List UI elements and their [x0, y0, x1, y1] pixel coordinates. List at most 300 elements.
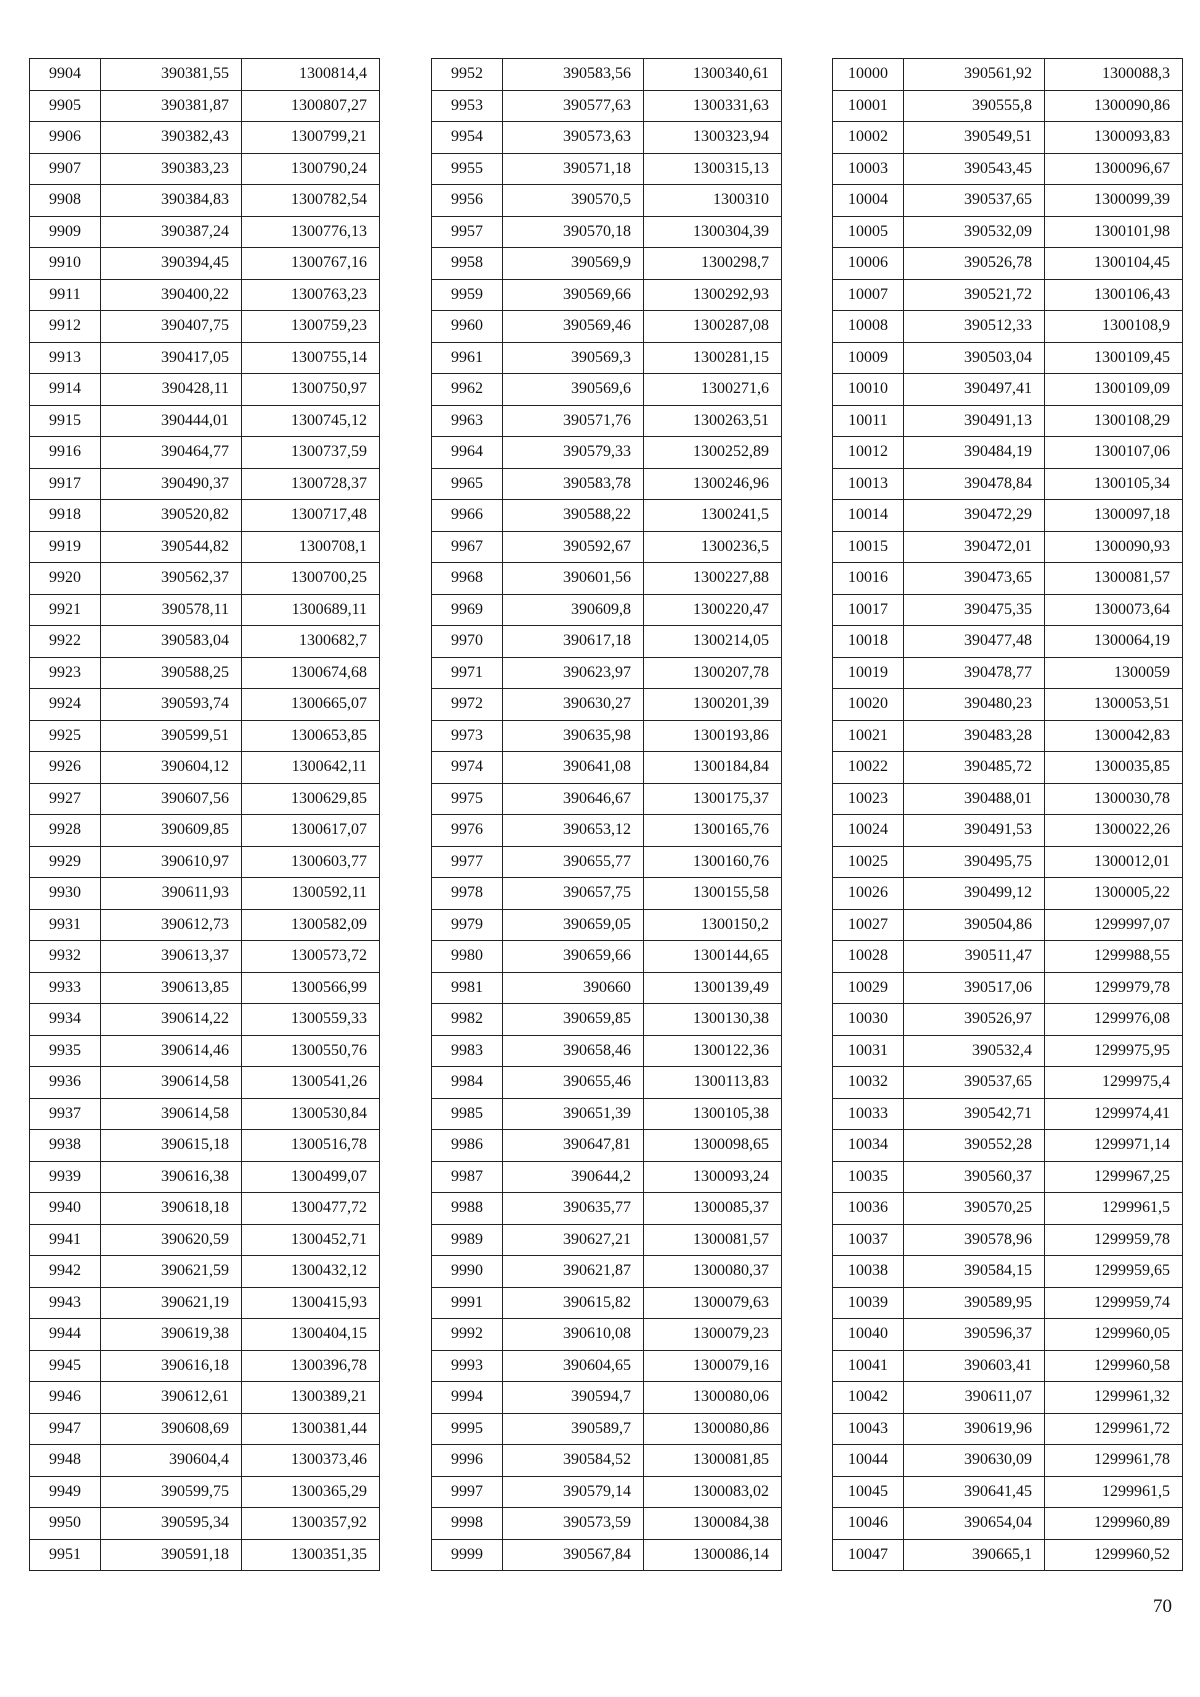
x-coordinate-cell: 390473,65 — [904, 563, 1045, 595]
table-row — [833, 374, 1183, 406]
y-coordinate-cell: 1300814,4 — [242, 59, 380, 91]
x-coordinate-cell: 390614,58 — [101, 1067, 242, 1099]
table-row — [30, 752, 380, 784]
point-number-cell: 9908 — [30, 185, 101, 217]
point-number-cell: 9989 — [432, 1224, 503, 1256]
x-coordinate-cell: 390615,82 — [503, 1287, 644, 1319]
x-coordinate-cell: 390647,81 — [503, 1130, 644, 1162]
y-coordinate-cell: 1300084,38 — [644, 1508, 782, 1540]
point-number-cell: 9949 — [30, 1476, 101, 1508]
y-coordinate-cell: 1300241,5 — [644, 500, 782, 532]
point-number-cell: 9912 — [30, 311, 101, 343]
y-coordinate-cell: 1300252,89 — [644, 437, 782, 469]
x-coordinate-cell: 390658,46 — [503, 1035, 644, 1067]
x-coordinate-cell: 390543,45 — [904, 153, 1045, 185]
point-number-cell: 9964 — [432, 437, 503, 469]
table-row — [30, 1256, 380, 1288]
table-row — [30, 846, 380, 878]
point-number-cell: 9942 — [30, 1256, 101, 1288]
y-coordinate-cell: 1299988,55 — [1045, 941, 1183, 973]
y-coordinate-cell: 1300315,13 — [644, 153, 782, 185]
x-coordinate-cell: 390655,46 — [503, 1067, 644, 1099]
x-coordinate-cell: 390417,05 — [101, 342, 242, 374]
point-number-cell: 10016 — [833, 563, 904, 595]
table-row — [833, 878, 1183, 910]
x-coordinate-cell: 390491,53 — [904, 815, 1045, 847]
point-number-cell: 10000 — [833, 59, 904, 91]
point-number-cell: 10028 — [833, 941, 904, 973]
y-coordinate-cell: 1300214,05 — [644, 626, 782, 658]
x-coordinate-cell: 390537,65 — [904, 1067, 1045, 1099]
y-coordinate-cell: 1300776,13 — [242, 216, 380, 248]
point-number-cell: 9920 — [30, 563, 101, 595]
table-row — [432, 279, 782, 311]
y-coordinate-cell: 1299960,58 — [1045, 1350, 1183, 1382]
y-coordinate-cell: 1300477,72 — [242, 1193, 380, 1225]
point-number-cell: 9926 — [30, 752, 101, 784]
point-number-cell: 10025 — [833, 846, 904, 878]
y-coordinate-cell: 1300404,15 — [242, 1319, 380, 1351]
table-row — [30, 1445, 380, 1477]
point-number-cell: 9976 — [432, 815, 503, 847]
table-row — [432, 405, 782, 437]
y-coordinate-cell: 1300415,93 — [242, 1287, 380, 1319]
table-row — [833, 594, 1183, 626]
y-coordinate-cell: 1300098,65 — [644, 1130, 782, 1162]
table-row — [833, 1413, 1183, 1445]
y-coordinate-cell: 1300287,08 — [644, 311, 782, 343]
point-number-cell: 9977 — [432, 846, 503, 878]
table-row — [833, 815, 1183, 847]
point-number-cell: 9972 — [432, 689, 503, 721]
table-row — [833, 1256, 1183, 1288]
y-coordinate-cell: 1300109,09 — [1045, 374, 1183, 406]
point-number-cell: 9988 — [432, 1193, 503, 1225]
table-row — [432, 1445, 782, 1477]
table-row — [833, 783, 1183, 815]
y-coordinate-cell: 1300541,26 — [242, 1067, 380, 1099]
table-row — [432, 594, 782, 626]
point-number-cell: 9990 — [432, 1256, 503, 1288]
table-row — [432, 626, 782, 658]
table-row — [432, 1004, 782, 1036]
point-number-cell: 9997 — [432, 1476, 503, 1508]
x-coordinate-cell: 390604,65 — [503, 1350, 644, 1382]
y-coordinate-cell: 1300101,98 — [1045, 216, 1183, 248]
table-row — [833, 1445, 1183, 1477]
table-row — [30, 531, 380, 563]
y-coordinate-cell: 1300737,59 — [242, 437, 380, 469]
table-row — [432, 1224, 782, 1256]
x-coordinate-cell: 390503,04 — [904, 342, 1045, 374]
x-coordinate-cell: 390488,01 — [904, 783, 1045, 815]
table-row — [432, 1382, 782, 1414]
table-row — [30, 1098, 380, 1130]
x-coordinate-cell: 390569,3 — [503, 342, 644, 374]
x-coordinate-cell: 390384,83 — [101, 185, 242, 217]
y-coordinate-cell: 1299961,72 — [1045, 1413, 1183, 1445]
y-coordinate-cell: 1300080,37 — [644, 1256, 782, 1288]
point-number-cell: 9960 — [432, 311, 503, 343]
table-row — [833, 311, 1183, 343]
point-number-cell: 9981 — [432, 972, 503, 1004]
point-number-cell: 9962 — [432, 374, 503, 406]
x-coordinate-cell: 390603,41 — [904, 1350, 1045, 1382]
table-row — [30, 657, 380, 689]
table-row — [432, 657, 782, 689]
x-coordinate-cell: 390630,27 — [503, 689, 644, 721]
point-number-cell: 10047 — [833, 1539, 904, 1571]
y-coordinate-cell: 1299959,74 — [1045, 1287, 1183, 1319]
y-coordinate-cell: 1300750,97 — [242, 374, 380, 406]
point-number-cell: 9961 — [432, 342, 503, 374]
y-coordinate-cell: 1300292,93 — [644, 279, 782, 311]
table-row — [30, 972, 380, 1004]
table-row — [432, 311, 782, 343]
coordinate-table-body — [432, 59, 782, 1571]
point-number-cell: 10040 — [833, 1319, 904, 1351]
table-row — [833, 1224, 1183, 1256]
table-row — [833, 657, 1183, 689]
point-number-cell: 9910 — [30, 248, 101, 280]
y-coordinate-cell: 1300090,86 — [1045, 90, 1183, 122]
y-coordinate-cell: 1299975,95 — [1045, 1035, 1183, 1067]
y-coordinate-cell: 1300088,3 — [1045, 59, 1183, 91]
y-coordinate-cell: 1300079,63 — [644, 1287, 782, 1319]
x-coordinate-cell: 390383,23 — [101, 153, 242, 185]
point-number-cell: 10001 — [833, 90, 904, 122]
y-coordinate-cell: 1300090,93 — [1045, 531, 1183, 563]
point-number-cell: 9925 — [30, 720, 101, 752]
point-number-cell: 9984 — [432, 1067, 503, 1099]
point-number-cell: 10019 — [833, 657, 904, 689]
x-coordinate-cell: 390472,29 — [904, 500, 1045, 532]
x-coordinate-cell: 390599,51 — [101, 720, 242, 752]
y-coordinate-cell: 1300108,9 — [1045, 311, 1183, 343]
y-coordinate-cell: 1300807,27 — [242, 90, 380, 122]
table-row — [833, 1382, 1183, 1414]
table-row — [833, 185, 1183, 217]
point-number-cell: 9982 — [432, 1004, 503, 1036]
x-coordinate-cell: 390613,85 — [101, 972, 242, 1004]
y-coordinate-cell: 1299960,05 — [1045, 1319, 1183, 1351]
y-coordinate-cell: 1299959,65 — [1045, 1256, 1183, 1288]
table-row — [30, 90, 380, 122]
x-coordinate-cell: 390619,96 — [904, 1413, 1045, 1445]
y-coordinate-cell: 1300109,45 — [1045, 342, 1183, 374]
table-row — [833, 59, 1183, 91]
table-row — [432, 1098, 782, 1130]
y-coordinate-cell: 1300122,36 — [644, 1035, 782, 1067]
x-coordinate-cell: 390594,7 — [503, 1382, 644, 1414]
table-row — [30, 909, 380, 941]
table-row — [833, 122, 1183, 154]
point-number-cell: 10030 — [833, 1004, 904, 1036]
table-row — [30, 1004, 380, 1036]
y-coordinate-cell: 1299974,41 — [1045, 1098, 1183, 1130]
table-row — [833, 1067, 1183, 1099]
point-number-cell: 9932 — [30, 941, 101, 973]
point-number-cell: 10008 — [833, 311, 904, 343]
x-coordinate-cell: 390526,78 — [904, 248, 1045, 280]
y-coordinate-cell: 1300165,76 — [644, 815, 782, 847]
point-number-cell: 9993 — [432, 1350, 503, 1382]
table-row — [432, 1067, 782, 1099]
y-coordinate-cell: 1300099,39 — [1045, 185, 1183, 217]
y-coordinate-cell: 1300093,24 — [644, 1161, 782, 1193]
point-number-cell: 9994 — [432, 1382, 503, 1414]
point-number-cell: 9929 — [30, 846, 101, 878]
x-coordinate-cell: 390428,11 — [101, 374, 242, 406]
point-number-cell: 10044 — [833, 1445, 904, 1477]
y-coordinate-cell: 1299961,5 — [1045, 1476, 1183, 1508]
table-row — [432, 468, 782, 500]
x-coordinate-cell: 390578,11 — [101, 594, 242, 626]
table-row — [30, 594, 380, 626]
point-number-cell: 10004 — [833, 185, 904, 217]
table-row — [432, 90, 782, 122]
point-number-cell: 9928 — [30, 815, 101, 847]
x-coordinate-cell: 390579,33 — [503, 437, 644, 469]
y-coordinate-cell: 1300059 — [1045, 657, 1183, 689]
y-coordinate-cell: 1300271,6 — [644, 374, 782, 406]
y-coordinate-cell: 1300689,11 — [242, 594, 380, 626]
point-number-cell: 10017 — [833, 594, 904, 626]
x-coordinate-cell: 390478,84 — [904, 468, 1045, 500]
y-coordinate-cell: 1300782,54 — [242, 185, 380, 217]
table-row — [432, 563, 782, 595]
table-row — [833, 563, 1183, 595]
table-row — [833, 752, 1183, 784]
x-coordinate-cell: 390381,55 — [101, 59, 242, 91]
point-number-cell: 10022 — [833, 752, 904, 784]
point-number-cell: 9985 — [432, 1098, 503, 1130]
y-coordinate-cell: 1300665,07 — [242, 689, 380, 721]
point-number-cell: 9983 — [432, 1035, 503, 1067]
y-coordinate-cell: 1300175,37 — [644, 783, 782, 815]
coordinate-table-3 — [832, 58, 1183, 1571]
y-coordinate-cell: 1300728,37 — [242, 468, 380, 500]
x-coordinate-cell: 390497,41 — [904, 374, 1045, 406]
table-row — [432, 878, 782, 910]
x-coordinate-cell: 390512,33 — [904, 311, 1045, 343]
x-coordinate-cell: 390611,07 — [904, 1382, 1045, 1414]
y-coordinate-cell: 1299959,78 — [1045, 1224, 1183, 1256]
table-row — [432, 720, 782, 752]
y-coordinate-cell: 1300559,33 — [242, 1004, 380, 1036]
table-row — [30, 437, 380, 469]
table-row — [833, 1319, 1183, 1351]
x-coordinate-cell: 390621,19 — [101, 1287, 242, 1319]
point-number-cell: 9979 — [432, 909, 503, 941]
point-number-cell: 9969 — [432, 594, 503, 626]
table-row — [432, 1161, 782, 1193]
point-number-cell: 9957 — [432, 216, 503, 248]
point-number-cell: 10010 — [833, 374, 904, 406]
y-coordinate-cell: 1300079,23 — [644, 1319, 782, 1351]
point-number-cell: 9944 — [30, 1319, 101, 1351]
point-number-cell: 10005 — [833, 216, 904, 248]
point-number-cell: 9941 — [30, 1224, 101, 1256]
x-coordinate-cell: 390573,63 — [503, 122, 644, 154]
table-row — [432, 437, 782, 469]
point-number-cell: 10006 — [833, 248, 904, 280]
y-coordinate-cell: 1300193,86 — [644, 720, 782, 752]
y-coordinate-cell: 1300617,07 — [242, 815, 380, 847]
x-coordinate-cell: 390641,45 — [904, 1476, 1045, 1508]
table-row — [30, 1224, 380, 1256]
y-coordinate-cell: 1300755,14 — [242, 342, 380, 374]
table-row — [833, 468, 1183, 500]
x-coordinate-cell: 390579,14 — [503, 1476, 644, 1508]
table-row — [833, 1130, 1183, 1162]
x-coordinate-cell: 390604,4 — [101, 1445, 242, 1477]
y-coordinate-cell: 1300035,85 — [1045, 752, 1183, 784]
table-row — [432, 783, 782, 815]
y-coordinate-cell: 1299961,5 — [1045, 1193, 1183, 1225]
point-number-cell: 9946 — [30, 1382, 101, 1414]
point-number-cell: 9916 — [30, 437, 101, 469]
table-row — [833, 1508, 1183, 1540]
point-number-cell: 10015 — [833, 531, 904, 563]
y-coordinate-cell: 1300304,39 — [644, 216, 782, 248]
table-row — [30, 122, 380, 154]
table-row — [30, 185, 380, 217]
table-row — [30, 878, 380, 910]
y-coordinate-cell: 1300081,57 — [644, 1224, 782, 1256]
x-coordinate-cell: 390635,77 — [503, 1193, 644, 1225]
point-number-cell: 10013 — [833, 468, 904, 500]
x-coordinate-cell: 390614,22 — [101, 1004, 242, 1036]
point-number-cell: 9973 — [432, 720, 503, 752]
y-coordinate-cell: 1300079,16 — [644, 1350, 782, 1382]
table-row — [833, 720, 1183, 752]
x-coordinate-cell: 390621,87 — [503, 1256, 644, 1288]
y-coordinate-cell: 1300105,34 — [1045, 468, 1183, 500]
y-coordinate-cell: 1300674,68 — [242, 657, 380, 689]
y-coordinate-cell: 1300592,11 — [242, 878, 380, 910]
x-coordinate-cell: 390617,18 — [503, 626, 644, 658]
table-row — [30, 563, 380, 595]
table-row — [432, 752, 782, 784]
x-coordinate-cell: 390495,75 — [904, 846, 1045, 878]
point-number-cell: 10042 — [833, 1382, 904, 1414]
table-row — [432, 374, 782, 406]
table-row — [30, 153, 380, 185]
x-coordinate-cell: 390659,66 — [503, 941, 644, 973]
point-number-cell: 10014 — [833, 500, 904, 532]
x-coordinate-cell: 390567,84 — [503, 1539, 644, 1571]
y-coordinate-cell: 1300717,48 — [242, 500, 380, 532]
point-number-cell: 10002 — [833, 122, 904, 154]
x-coordinate-cell: 390542,71 — [904, 1098, 1045, 1130]
point-number-cell: 9970 — [432, 626, 503, 658]
x-coordinate-cell: 390591,18 — [101, 1539, 242, 1571]
x-coordinate-cell: 390381,87 — [101, 90, 242, 122]
y-coordinate-cell: 1300236,5 — [644, 531, 782, 563]
x-coordinate-cell: 390613,37 — [101, 941, 242, 973]
x-coordinate-cell: 390609,8 — [503, 594, 644, 626]
table-row — [30, 1382, 380, 1414]
point-number-cell: 9934 — [30, 1004, 101, 1036]
point-number-cell: 10032 — [833, 1067, 904, 1099]
y-coordinate-cell: 1300682,7 — [242, 626, 380, 658]
y-coordinate-cell: 1300516,78 — [242, 1130, 380, 1162]
x-coordinate-cell: 390653,12 — [503, 815, 644, 847]
y-coordinate-cell: 1300107,06 — [1045, 437, 1183, 469]
y-coordinate-cell: 1300155,58 — [644, 878, 782, 910]
x-coordinate-cell: 390499,12 — [904, 878, 1045, 910]
x-coordinate-cell: 390570,5 — [503, 185, 644, 217]
point-number-cell: 9930 — [30, 878, 101, 910]
x-coordinate-cell: 390490,37 — [101, 468, 242, 500]
table-row — [833, 1193, 1183, 1225]
table-row — [30, 468, 380, 500]
x-coordinate-cell: 390592,67 — [503, 531, 644, 563]
point-number-cell: 10023 — [833, 783, 904, 815]
x-coordinate-cell: 390607,56 — [101, 783, 242, 815]
y-coordinate-cell: 1300582,09 — [242, 909, 380, 941]
point-number-cell: 10003 — [833, 153, 904, 185]
y-coordinate-cell: 1300042,83 — [1045, 720, 1183, 752]
point-number-cell: 9959 — [432, 279, 503, 311]
point-number-cell: 9952 — [432, 59, 503, 91]
x-coordinate-cell: 390570,25 — [904, 1193, 1045, 1225]
y-coordinate-cell: 1300073,64 — [1045, 594, 1183, 626]
y-coordinate-cell: 1300086,14 — [644, 1539, 782, 1571]
x-coordinate-cell: 390532,4 — [904, 1035, 1045, 1067]
x-coordinate-cell: 390660 — [503, 972, 644, 1004]
table-row — [432, 1035, 782, 1067]
y-coordinate-cell: 1300012,01 — [1045, 846, 1183, 878]
y-coordinate-cell: 1300365,29 — [242, 1476, 380, 1508]
y-coordinate-cell: 1300108,29 — [1045, 405, 1183, 437]
x-coordinate-cell: 390651,39 — [503, 1098, 644, 1130]
x-coordinate-cell: 390561,92 — [904, 59, 1045, 91]
y-coordinate-cell: 1300381,44 — [242, 1413, 380, 1445]
x-coordinate-cell: 390577,63 — [503, 90, 644, 122]
point-number-cell: 10024 — [833, 815, 904, 847]
coordinate-table-body — [833, 59, 1183, 1571]
y-coordinate-cell: 1300053,51 — [1045, 689, 1183, 721]
y-coordinate-cell: 1300105,38 — [644, 1098, 782, 1130]
x-coordinate-cell: 390387,24 — [101, 216, 242, 248]
x-coordinate-cell: 390665,1 — [904, 1539, 1045, 1571]
y-coordinate-cell: 1300144,65 — [644, 941, 782, 973]
y-coordinate-cell: 1300184,84 — [644, 752, 782, 784]
y-coordinate-cell: 1299961,32 — [1045, 1382, 1183, 1414]
y-coordinate-cell: 1300160,76 — [644, 846, 782, 878]
table-row — [30, 689, 380, 721]
point-number-cell: 10021 — [833, 720, 904, 752]
x-coordinate-cell: 390571,76 — [503, 405, 644, 437]
x-coordinate-cell: 390609,85 — [101, 815, 242, 847]
point-number-cell: 9937 — [30, 1098, 101, 1130]
x-coordinate-cell: 390578,96 — [904, 1224, 1045, 1256]
y-coordinate-cell: 1300499,07 — [242, 1161, 380, 1193]
y-coordinate-cell: 1300220,47 — [644, 594, 782, 626]
x-coordinate-cell: 390570,18 — [503, 216, 644, 248]
x-coordinate-cell: 390477,48 — [904, 626, 1045, 658]
y-coordinate-cell: 1300759,23 — [242, 311, 380, 343]
y-coordinate-cell: 1300642,11 — [242, 752, 380, 784]
table-row — [432, 815, 782, 847]
point-number-cell: 10018 — [833, 626, 904, 658]
point-number-cell: 9965 — [432, 468, 503, 500]
point-number-cell: 9974 — [432, 752, 503, 784]
x-coordinate-cell: 390627,21 — [503, 1224, 644, 1256]
table-row — [833, 500, 1183, 532]
